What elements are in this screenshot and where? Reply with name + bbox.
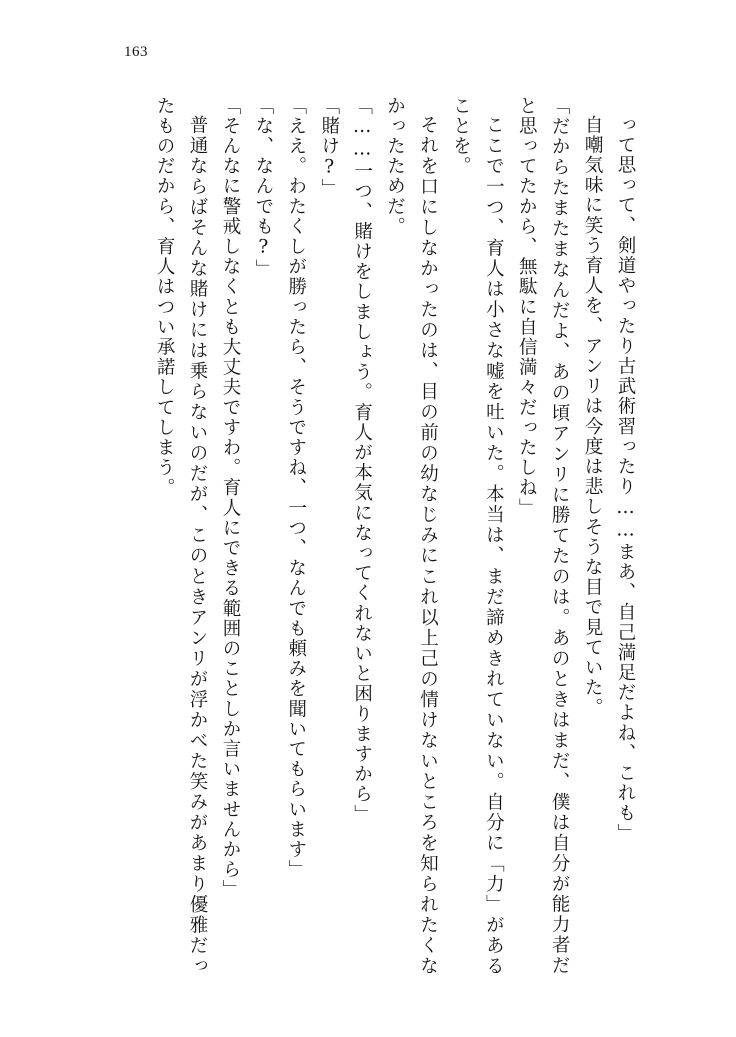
- body-text: [96, 96, 641, 976]
- paragraph: 「な、なんでも?」: [252, 96, 274, 280]
- paragraph: って思って、剣道やったり古武術習ったり……まあ、自己満足だよね、これも」: [615, 114, 636, 844]
- paragraph: それを口にしなかったのは、目の前の幼なじみにこれ以上己の情けないところを知られたくなかったためだ。: [384, 96, 439, 976]
- paragraph: 自嘲気味に笑う育人を、アンリは今度は悲しそうな目で見ていた。: [582, 114, 604, 718]
- paragraph: 「ええ。わたくしが勝ったら、そうですね、一つ、なんでも頼みを聞いてもらいます」: [285, 96, 307, 880]
- paragraph: 「……一つ、賭けをしましょう。育人が本気になってくれないと困りますから」: [351, 96, 373, 825]
- paragraph: 普通ならばそんな賭けには乗らないのだが、このときアンリが浮かべた笑みがあまり優雅だったものだから、育人はつい承諾してしまう。: [154, 96, 209, 976]
- paragraph: 「そんなに警戒しなくとも大丈夫ですわ。育人にできる範囲のことしか言いませんから」: [219, 96, 241, 900]
- paragraph: 「賭け?」: [318, 96, 340, 199]
- page-number: 163: [124, 44, 148, 60]
- paragraph: ここで一つ、育人は小さな嘘を吐いた。本当は、まだ諦めきれていない。自分に「力」があることを。: [450, 96, 505, 976]
- paragraph: 「だからたまたまなんだよ、あの頃アンリに勝てたのは。あのときはまだ、僕は自分が能力者だと思ってたから、無駄に自信満々だったしね」: [516, 96, 571, 976]
